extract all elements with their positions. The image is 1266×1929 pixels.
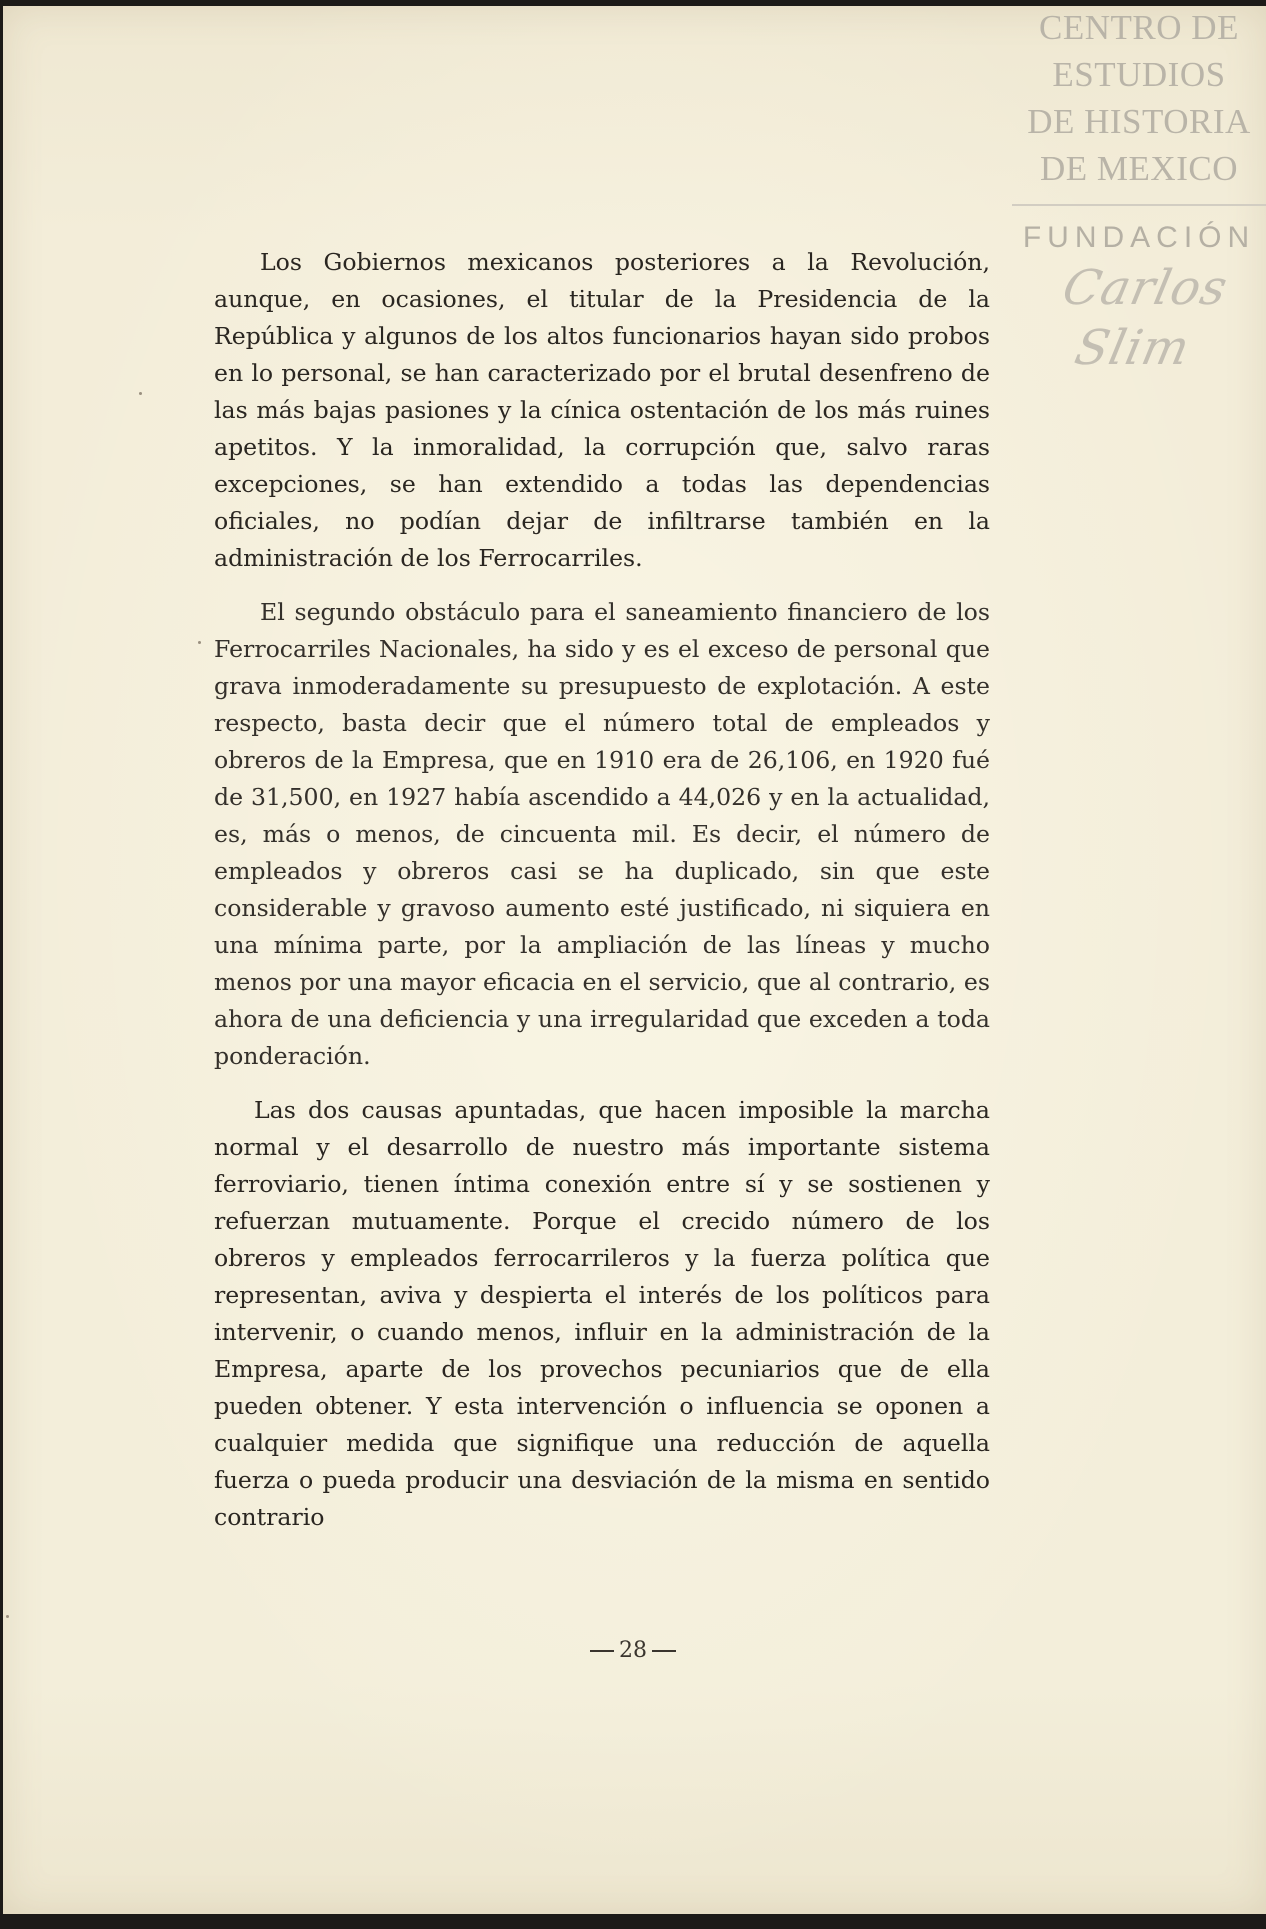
watermark-institution bbox=[1012, 0, 1266, 192]
paragraph: Las dos causas apuntadas, que hacen imposible la marcha normal y el desarrollo de nuestro más importante sistema ferroviario, tienen íntima conexión entre sí y se sostienen y refuerzan mutuamente. Porque el crecido número de los obreros y empleados ferrocarrileros y la fuerza política que representan, aviva y despierta el interés de los políticos para intervenir, o cuando menos, influir en la administración de la Empresa, aparte de los provechos pecuniarios que de ella pueden obtener. Y esta intervención o influencia se oponen a cualquier medida que signifique una reducción de aquella fuerza o pueda producir una desviación de la misma en sentido contrario bbox=[214, 1096, 990, 1531]
paper-speck bbox=[6, 1615, 9, 1618]
paragraph: Los Gobiernos mexicanos posteriores a la Revolución, aunque, en ocasiones, el titular de la Presidencia de la República y algunos de los altos funcionarios hayan sido probos en lo personal, se han caracterizado por el brutal desenfreno de las más bajas pasiones y la cínica ostentación de los más ruines apetitos. Y la inmoralidad, la corrupción que, salvo raras excepciones, se han extendido a todas las dependencias oficiales, no podían dejar de infiltrarse también en la administración de los Ferrocarriles. bbox=[214, 248, 990, 572]
page-number-dash-left bbox=[590, 1650, 614, 1652]
watermark-line: DE MEXICO bbox=[1040, 149, 1238, 188]
archive-watermark bbox=[1012, 0, 1266, 376]
watermark-line: CENTRO DE bbox=[1039, 8, 1239, 47]
watermark-signature: Carlos Slim bbox=[1057, 260, 1233, 376]
watermark-divider bbox=[1012, 204, 1266, 206]
page-number-dash-right bbox=[652, 1650, 676, 1652]
paragraph: El segundo obstáculo para el saneamiento financiero de los Ferrocarriles Nacionales, ha sido y es el exceso de personal que grava inmoderadamente su presupuesto de explotación. A este respecto, basta decir que el número total de empleados y obreros de la Empresa, que en 1910 era de 26,106, en 1920 fué de 31,500, en 1927 había ascendido a 44,026 y en la actualidad, es, más o menos, de cincuenta mil. Es decir, el número de empleados y obreros casi se ha duplicado, sin que este considerable y gravoso aumento esté justificado, ni siquiera en una mínima parte, por la ampliación de las líneas y mucho menos por una mayor eficacia en el servicio, que al contrario, es ahora de una deficiencia y una irregularidad que exceden a toda ponderación. bbox=[214, 598, 990, 1070]
watermark-line: ESTUDIOS bbox=[1052, 55, 1226, 94]
page-number-value: 28 bbox=[619, 1638, 647, 1663]
body-text bbox=[214, 244, 990, 1553]
page-number bbox=[0, 1638, 1266, 1663]
watermark-line: DE HISTORIA bbox=[1027, 102, 1251, 141]
watermark-fundacion: FUNDACIÓN bbox=[1022, 221, 1256, 254]
paper-speck bbox=[139, 392, 142, 395]
paper-speck bbox=[198, 641, 201, 644]
